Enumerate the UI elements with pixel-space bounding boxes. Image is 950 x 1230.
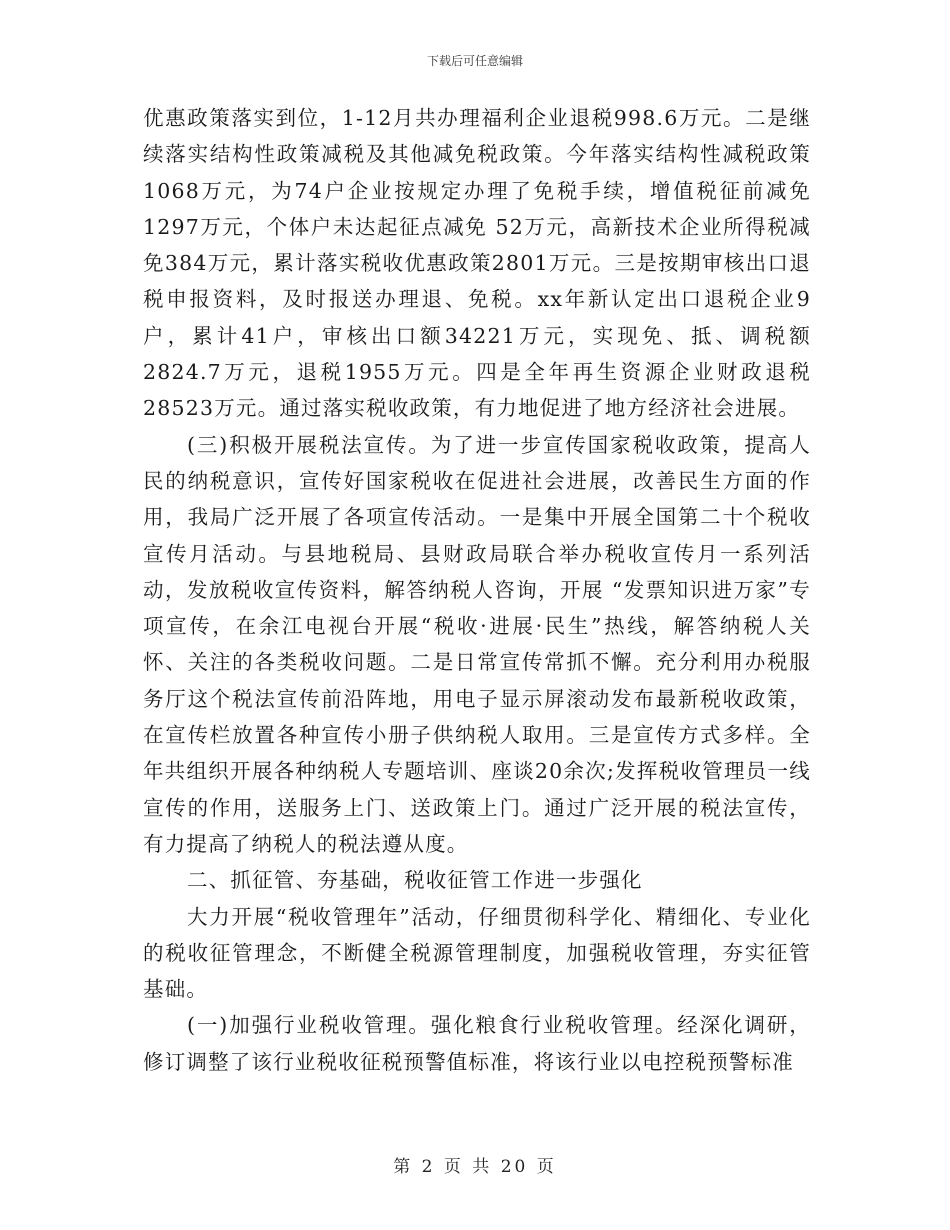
paragraph-tax-management-year: 大力开展“税收管理年”活动，仔细贯彻科学化、精细化、专业化的税收征管理念，不断健全税源管理制度，加强税收管理，夯实征管基础。 [143, 904, 811, 1002]
page-number: 第 2 页 共 20 页 [393, 1157, 557, 1177]
page-header-note: 下载后可任意编辑 [426, 54, 523, 68]
paragraph-industry-tax-management: (一)加强行业税收管理。强化粮食行业税收管理。经深化调研，修订调整了该行业税收征税预警值标准，将该行业以电控税预警标准 [143, 1013, 811, 1074]
paragraph-tax-policy-continued: 优惠政策落实到位，1-12月共办理福利企业退税998.6万元。二是继续落实结构性政策减税及其他减免税政策。今年落实结构性减税政策1068万元，为74户企业按规定办理了免税手续，增值税征前减免1297万元，个体户未达起征点减免 52万元，高新技术企业所得税减免384万元，累计落实税收优惠政策2801万元。三是按期审核出口退税申报资料，及时报送办理退、免税。xx年新认定出口退税企业9户，累计41户，审核出口额34221万元，实现免、抵、调税额2824.7万元，退税1955万元。四是全年再生资源企业财政退税28523万元。通过落实税收政策，有力地促进了地方经济社会进展。 [143, 106, 811, 421]
section-heading-collection-management: 二、抓征管、夯基础，税收征管工作进一步强化 [187, 868, 643, 893]
document-body [143, 100, 811, 1080]
paragraph-tax-law-publicity: (三)积极开展税法宣传。为了进一步宣传国家税收政策，提高人民的纳税意识，宣传好国家税收在促进社会进展，改善民生方面的作用，我局广泛开展了各项宣传活动。一是集中开展全国第二十个税收宣传月活动。与县地税局、县财政局联合举办税收宣传月一系列活动，发放税收宣传资料，解答纳税人咨询，开展 “发票知识进万家”专项宣传，在余江电视台开展“税收·进展·民生”热线，解答纳税人关怀、关注的各类税收问题。二是日常宣传常抓不懈。充分利用办税服务厅这个税法宣传前沿阵地，用电子显示屏滚动发布最新税收政策，在宣传栏放置各种宣传小册子供纳税人取用。三是宣传方式多样。全年共组织开展各种纳税人专题培训、座谈20余次;发挥税收管理员一线宣传的作用，送服务上门、送政策上门。通过广泛开展的税法宣传，有力提高了纳税人的税法遵从度。 [143, 432, 811, 856]
